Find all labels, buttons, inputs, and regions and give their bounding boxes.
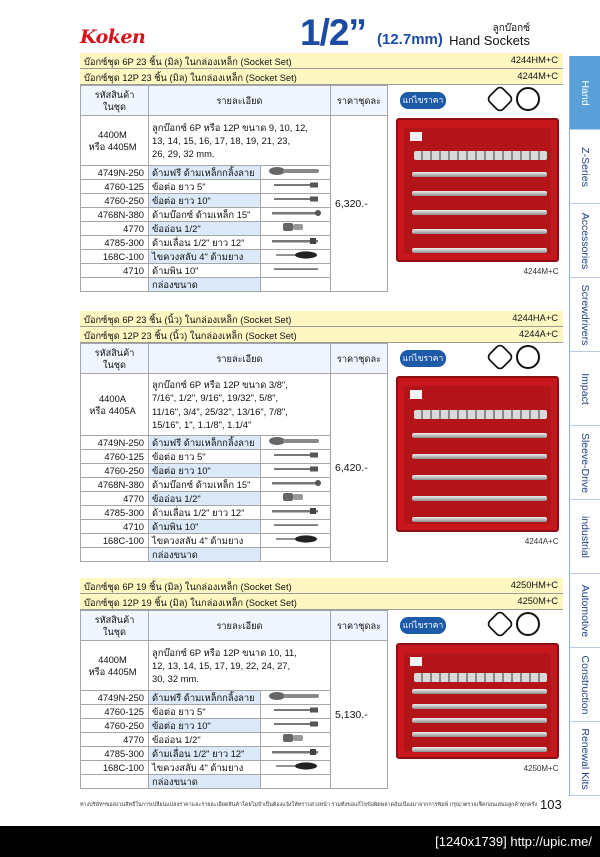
category-thai: ลูกบ๊อกซ์ — [492, 23, 530, 34]
item-code: 4770 — [81, 222, 149, 236]
price-update-badge: แก่ไขราคา — [400, 350, 446, 367]
sliding-tee-icon — [261, 236, 331, 250]
empty-icon-cell — [261, 278, 331, 292]
side-tab-hand[interactable] — [570, 56, 600, 130]
item-description: ด้ามบ๊อกซ์ ด้ามเหล็ก 15" — [149, 478, 261, 492]
set-name: บ๊อกซ์ชุด 12P 19 ชิ้น (มิล) ในกล่องเหล็ก (Socket Set) — [84, 598, 297, 608]
item-code: 4749N-250 — [81, 691, 149, 705]
watermark-text: [1240x1739] http://upic.me/ — [435, 834, 592, 849]
set-title-row — [80, 594, 563, 610]
item-code: 4768N-380 — [81, 478, 149, 492]
socket-size-line: ลูกบ๊อกซ์ 6P หรือ 12P ขนาด 10, 11, — [152, 646, 297, 658]
socket-size-line: ลูกบ๊อกซ์ 6P หรือ 12P ขนาด 3/8", — [152, 378, 288, 390]
item-description: ด้ามพิน 10" — [149, 264, 261, 278]
item-code: 4749N-250 — [81, 166, 149, 180]
screwdriver-icon — [261, 761, 331, 775]
side-tab-industrial[interactable] — [570, 500, 600, 574]
set-title-row — [80, 578, 563, 594]
screwdriver-icon — [261, 250, 331, 264]
set-name: บ๊อกซ์ชุด 12P 23 ชิ้น (มิล) ในกล่องเหล็ก (Socket Set) — [84, 73, 297, 83]
empty-icon-cell — [261, 548, 331, 562]
item-description: ข้ออ่อน 1/2" — [149, 222, 261, 236]
set-price: 5,130.- — [331, 641, 388, 789]
breaker-bar-icon — [261, 208, 331, 222]
set-name: บ๊อกซ์ชุด 6P 19 ชิ้น (มิล) ในกล่องเหล็ก (Socket Set) — [84, 582, 292, 592]
item-code: 4760-125 — [81, 705, 149, 719]
side-tab-impact[interactable] — [570, 352, 600, 426]
item-description: ด้ามเลื่อน 1/2" ยาว 12" — [149, 236, 261, 250]
side-tab-construction[interactable] — [570, 648, 600, 722]
item-code: 4785-300 — [81, 236, 149, 250]
item-code: 168C-100 — [81, 534, 149, 548]
item-code: 168C-100 — [81, 250, 149, 264]
product-photo-cell — [388, 611, 561, 789]
disclaimer-note: ทางบริษัทฯขอสงวนสิทธิ์ในการเปลี่ยนแปลงราคาและรายละเอียดสินค้าโดยไม่จำเป็นต้องแจ้งให้ทราบล่วงหน้า รวมทั้งขอแก้ไขข้อผิดพลาดอันเนื่องมาจากการพิมพ์ กรุณาตรวจเช็คก่อนเสนอลูกค้าทุกครั้ง — [80, 802, 538, 808]
side-tab-label: Construction — [579, 655, 591, 714]
side-tab-screwdrivers[interactable] — [570, 278, 600, 352]
socket-size-list — [149, 116, 331, 166]
photo-caption: 4250M+C — [523, 763, 559, 773]
item-description: ข้ออ่อน 1/2" — [149, 733, 261, 747]
components-table — [80, 343, 561, 562]
item-code: 4710 — [81, 520, 149, 534]
ratchet-icon — [261, 691, 331, 705]
photo-caption: 4244A+C — [524, 536, 559, 546]
set-code: 4250HM+C — [510, 580, 558, 590]
side-tab-label: Z-Series — [579, 146, 591, 187]
set-title-row — [80, 311, 563, 327]
item-description: ด้ามฟรี ด้ามเหล็กกลิ้งลาย — [149, 166, 261, 180]
item-description: กล่องขนาด — [149, 775, 261, 789]
sliding-tee-icon — [261, 506, 331, 520]
item-description: ข้อต่อ ยาว 5" — [149, 450, 261, 464]
side-tab-label: Automotive — [579, 584, 591, 637]
item-description: ด้ามฟรี ด้ามเหล็กกลิ้งลาย — [149, 691, 261, 705]
item-code — [81, 775, 149, 789]
socket-size-line: 7/16", 1/2", 9/16", 19/32", 5/8", — [152, 392, 279, 404]
header-price: ราคาชุดละ — [331, 611, 388, 641]
universal-joint-icon — [261, 492, 331, 506]
product-photo — [388, 86, 561, 292]
item-description: ไขควงสลับ 4" ด้ามยาง — [149, 250, 261, 264]
item-description: ไขควงสลับ 4" ด้ามยาง — [149, 534, 261, 548]
socket-set-case-image — [396, 376, 559, 532]
hex-6-point-icon — [486, 609, 515, 638]
item-description: ข้ออ่อน 1/2" — [149, 492, 261, 506]
price-update-badge: แก่ไขราคา — [400, 617, 446, 634]
socket-set-case-image — [396, 643, 559, 759]
product-photo — [388, 611, 561, 789]
item-code: 4760-125 — [81, 180, 149, 194]
side-tab-label: Impact — [579, 372, 591, 405]
socket-size-line: 26, 29, 32 mm. — [152, 148, 215, 160]
set-code: 4244HA+C — [512, 313, 558, 323]
hex-6-point-icon — [486, 342, 515, 371]
item-code: 4749N-250 — [81, 436, 149, 450]
item-code: 4768N-380 — [81, 208, 149, 222]
hex-12-point-icon — [516, 612, 540, 636]
screwdriver-icon — [261, 534, 331, 548]
header-price: ราคาชุดละ — [331, 86, 388, 116]
universal-joint-icon — [261, 222, 331, 236]
side-tab-label: Sleeve-Drive — [579, 432, 591, 493]
components-table — [80, 610, 561, 789]
item-code: 168C-100 — [81, 761, 149, 775]
product-photo-cell — [388, 344, 561, 562]
item-code: 4785-300 — [81, 747, 149, 761]
extension-icon — [261, 719, 331, 733]
photo-caption: 4244M+C — [523, 266, 559, 276]
socket-set-section — [80, 53, 563, 292]
item-code — [81, 548, 149, 562]
empty-icon-cell — [261, 775, 331, 789]
set-code: 4244HM+C — [510, 55, 558, 65]
socket-set-section — [80, 578, 563, 789]
side-tab-sleeve-drive[interactable] — [570, 426, 600, 500]
item-code: 4400M หรือ 4405M — [81, 116, 149, 166]
hex-12-point-icon — [516, 87, 540, 111]
set-title-row — [80, 327, 563, 343]
brand-logo: Koken — [80, 26, 146, 48]
header-description: รายละเอียด — [149, 611, 331, 641]
item-description: ข้อต่อ ยาว 10" — [149, 464, 261, 478]
sliding-tee-icon — [261, 747, 331, 761]
item-code: 4785-300 — [81, 506, 149, 520]
set-name: บ๊อกซ์ชุด 6P 23 ชิ้น (นิ้ว) ในกล่องเหล็ก (Socket Set) — [84, 315, 292, 325]
side-tab-label: Hand — [579, 79, 591, 106]
socket-size-line: 12, 13, 14, 15, 17, 19, 22, 24, 27, — [152, 659, 291, 671]
socket-size-line: 30, 32 mm. — [152, 673, 199, 685]
set-name: บ๊อกซ์ชุด 12P 23 ชิ้น (นิ้ว) ในกล่องเหล็ก (Socket Set) — [84, 331, 297, 341]
set-title-row — [80, 53, 563, 69]
watermark-bar — [0, 826, 600, 857]
item-description: ไขควงสลับ 4" ด้ามยาง — [149, 761, 261, 775]
side-tab-renewal-kits[interactable] — [570, 722, 600, 796]
ratchet-icon — [261, 166, 331, 180]
universal-joint-icon — [261, 733, 331, 747]
item-code: 4760-250 — [81, 464, 149, 478]
socket-size-line: ลูกบ๊อกซ์ 6P หรือ 12P ขนาด 9, 10, 12, — [152, 121, 308, 133]
set-code: 4244A+C — [518, 329, 558, 339]
header-price: ราคาชุดละ — [331, 344, 388, 374]
set-name: บ๊อกซ์ชุด 6P 23 ชิ้น (มิล) ในกล่องเหล็ก (Socket Set) — [84, 57, 292, 67]
pin-bar-icon — [261, 264, 331, 278]
socket-size-list — [149, 374, 331, 436]
extension-icon — [261, 450, 331, 464]
socket-size-line: 15/16", 1", 1.1/8", 1.1/4" — [152, 418, 252, 430]
product-photo — [388, 344, 561, 562]
item-description: ด้ามเลื่อน 1/2" ยาว 12" — [149, 506, 261, 520]
side-tab-accessories[interactable] — [570, 204, 600, 278]
item-description: ข้อต่อ ยาว 5" — [149, 180, 261, 194]
item-description: ข้อต่อ ยาว 5" — [149, 705, 261, 719]
set-price: 6,420.- — [331, 374, 388, 562]
item-code — [81, 278, 149, 292]
side-tab-label: industrial — [579, 515, 591, 558]
socket-size-line: 13, 14, 15, 16, 17, 18, 19, 21, 23, — [152, 134, 291, 146]
side-tab-label: Screwdrivers — [579, 284, 591, 345]
side-tab-label: Renewal Kits — [579, 727, 591, 790]
extension-icon — [261, 194, 331, 208]
item-description: กล่องขนาด — [149, 278, 261, 292]
item-description: ด้ามฟรี ด้ามเหล็กกลิ้งลาย — [149, 436, 261, 450]
item-code: 4400M หรือ 4405M — [81, 641, 149, 691]
item-code: 4710 — [81, 264, 149, 278]
category-english: Hand Sockets — [449, 33, 530, 48]
item-description: ด้ามบ๊อกซ์ ด้ามเหล็ก 15" — [149, 208, 261, 222]
item-code: 4770 — [81, 492, 149, 506]
item-code: 4760-250 — [81, 719, 149, 733]
side-tab-z-series[interactable] — [570, 130, 600, 204]
extension-icon — [261, 705, 331, 719]
header-code: รหัสสินค้า ในชุด — [81, 344, 149, 374]
drive-size-title: 1/2” — [300, 12, 366, 53]
item-description: ข้อต่อ ยาว 10" — [149, 194, 261, 208]
header-description: รายละเอียด — [149, 344, 331, 374]
extension-icon — [261, 464, 331, 478]
breaker-bar-icon — [261, 478, 331, 492]
socket-set-section — [80, 311, 563, 562]
pin-bar-icon — [261, 520, 331, 534]
side-tabs — [570, 56, 600, 796]
extension-icon — [261, 180, 331, 194]
socket-size-list — [149, 641, 331, 691]
item-description: กล่องขนาด — [149, 548, 261, 562]
set-title-row — [80, 69, 563, 85]
side-tab-automotive[interactable] — [570, 574, 600, 648]
page-header — [0, 0, 570, 55]
ratchet-icon — [261, 436, 331, 450]
price-update-badge: แก่ไขราคา — [400, 92, 446, 109]
item-description: ด้ามเลื่อน 1/2" ยาว 12" — [149, 747, 261, 761]
header-code: รหัสสินค้า ในชุด — [81, 611, 149, 641]
set-code: 4244M+C — [517, 71, 558, 81]
item-code: 4760-250 — [81, 194, 149, 208]
set-price: 6,320.- — [331, 116, 388, 292]
hex-12-point-icon — [516, 345, 540, 369]
header-description: รายละเอียด — [149, 86, 331, 116]
product-photo-cell — [388, 86, 561, 292]
item-description: ข้อต่อ ยาว 10" — [149, 719, 261, 733]
item-description: ด้ามพิน 10" — [149, 520, 261, 534]
page-number: 103 — [540, 797, 562, 812]
socket-size-line: 11/16", 3/4", 25/32", 13/16", 7/8", — [152, 405, 288, 417]
set-code: 4250M+C — [517, 596, 558, 606]
components-table — [80, 85, 561, 292]
item-code: 4770 — [81, 733, 149, 747]
drive-size-mm: (12.7mm) — [377, 31, 443, 48]
item-code: 4760-125 — [81, 450, 149, 464]
socket-set-case-image — [396, 118, 559, 262]
side-tab-label: Accessories — [579, 212, 591, 269]
item-code: 4400A หรือ 4405A — [81, 374, 149, 436]
hex-6-point-icon — [486, 84, 515, 113]
header-code: รหัสสินค้า ในชุด — [81, 86, 149, 116]
